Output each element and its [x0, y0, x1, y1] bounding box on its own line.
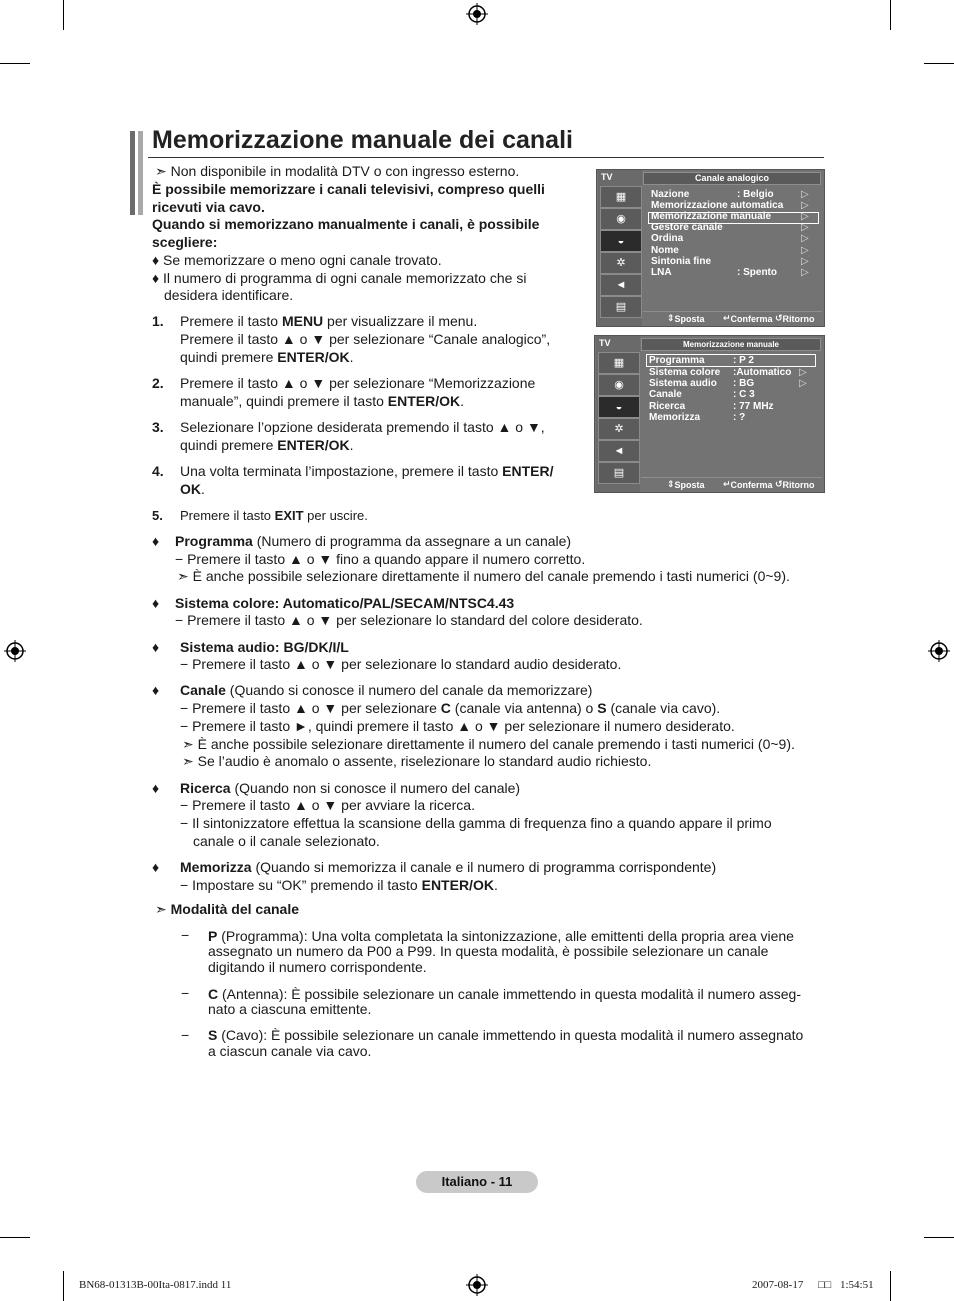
tv-menu-footer — [641, 477, 822, 490]
menu-item-sound-system[interactable]: Sistema audio : BG ▷ — [649, 378, 807, 389]
intro-bullet: ♦ Il numero di programma di ogni canale memorizzato che si — [152, 270, 527, 286]
option-note: ➣ È anche possibile selezionare direttamente il numero del canale premendo i tasti numerici (0~9). — [177, 568, 790, 584]
tv-menu-screen-manual — [594, 335, 825, 493]
step-number: 4. — [152, 463, 164, 479]
menu-item-auto-store[interactable]: Memorizzazione automatica ▷ — [651, 200, 809, 211]
intro-text: ricevuti via cavo. — [152, 199, 265, 215]
option-bullet: ♦ — [152, 780, 160, 796]
title-accent-bar — [138, 131, 143, 215]
registration-mark-icon — [4, 640, 26, 662]
step-text: Premere il tasto ▲ o ▼ per selezionare “Canale analogico”, — [180, 331, 551, 347]
option-detail: canale o il canale selezionato. — [193, 833, 380, 849]
mode-p-text: assegnato un numero da P00 a P99. In questa modalità, è possibile selezionare un canale — [208, 943, 769, 959]
mode-p-text: digitando il numero corrispondente. — [208, 959, 427, 975]
crop-mark — [63, 0, 64, 30]
step-text: Premere il tasto EXIT per uscire. — [180, 508, 368, 523]
setup-icon: ✲ — [600, 252, 642, 274]
mode-c-text: nato a ciascuna emittente. — [208, 1001, 372, 1017]
registration-mark-icon — [466, 3, 488, 25]
bullet-icon: ♦ — [152, 252, 160, 268]
mode-c-text: C (Antenna): È possibile selezionare un canale immettendo in questa modalità il numero asseg- — [208, 986, 802, 1002]
step-number: 1. — [152, 313, 164, 329]
step-text: Premere il tasto MENU per visualizzare il menu. — [180, 313, 478, 329]
mode-dash: − — [181, 985, 190, 1001]
mode-dash: − — [181, 927, 190, 943]
step-number: 3. — [152, 419, 164, 435]
menu-item-store[interactable]: Memorizza : ? — [649, 412, 746, 423]
note-icon: ➣ — [155, 163, 167, 179]
mode-dash: − — [181, 1027, 190, 1043]
return-hint: ↺ Ritorno — [775, 479, 815, 490]
menu-item-lna[interactable]: LNA : Spento ▷ — [651, 267, 809, 278]
option-detail: − Il sintonizzatore effettua la scansione della gamma di frequenza fino a quando appare il primo — [180, 815, 772, 831]
step-number: 2. — [152, 375, 164, 391]
option-bullet: ♦ — [152, 682, 160, 698]
crop-mark — [924, 1237, 954, 1238]
sound-icon: ◉ — [598, 374, 640, 396]
crop-mark — [0, 1237, 30, 1238]
menu-item-sort[interactable]: Ordina ▷ — [651, 233, 809, 244]
page-title: Memorizzazione manuale dei canali — [152, 126, 573, 154]
option-note: ➣ Se l’audio è anomalo o assente, riselezionare lo standard audio richiesto. — [182, 753, 652, 769]
setup-icon: ✲ — [598, 418, 640, 440]
tv-menu-header: Canale analogico — [643, 172, 821, 185]
menu-item-manual-store[interactable]: Memorizzazione manuale ▷ — [651, 211, 809, 222]
application-icon: ▤ — [600, 296, 642, 318]
step-text: OK. — [180, 481, 205, 497]
slug-date: 2007-08-17 — [752, 1279, 804, 1291]
move-hint: ⇕ Sposta — [667, 479, 705, 490]
crop-mark — [924, 63, 954, 64]
step-text: Selezionare l’opzione desiderata premendo il tasto ▲ o ▼, — [180, 419, 545, 435]
option-sound-system: Sistema audio: BG/DK/I/L — [180, 639, 349, 655]
option-detail: − Premere il tasto ▲ o ▼ per selezionare lo standard del colore desiderato. — [175, 612, 643, 628]
option-memorizza: Memorizza (Quando si memorizza il canale e il numero di programma corrispondente) — [180, 859, 717, 875]
input-icon: ◄ — [600, 274, 642, 296]
registration-mark-icon — [928, 640, 950, 662]
option-canale: Canale (Quando si conosce il numero del canale da memorizzare) — [180, 682, 593, 698]
mode-s-text: S (Cavo): È possibile selezionare un canale immettendo in questa modalità il numero assegnato — [208, 1027, 804, 1043]
registration-mark-icon — [466, 1274, 488, 1296]
tv-menu-footer — [643, 311, 822, 324]
slug-marks: □□ — [818, 1279, 832, 1291]
mode-p-text: P (Programma): Una volta completata la sintonizzazione, alle emittenti della propria area viene — [208, 928, 794, 944]
intro-text: Quando si memorizzano manualmente i canali, è possibile — [152, 216, 540, 232]
menu-item-channel[interactable]: Canale : C 3 — [649, 389, 755, 400]
tv-menu-screen-analog — [596, 169, 825, 327]
step-text: manuale”, quindi premere il tasto ENTER/OK. — [180, 393, 465, 409]
sound-icon: ◉ — [600, 208, 642, 230]
menu-item-color-system[interactable]: Sistema colore :Automatico ▷ — [649, 367, 807, 378]
title-underline — [148, 157, 824, 158]
step-text: Una volta terminata l’impostazione, premere il tasto ENTER/ — [180, 463, 554, 479]
note-icon: ➣ — [155, 901, 167, 917]
tv-label: TV — [601, 172, 613, 182]
application-icon: ▤ — [598, 462, 640, 484]
intro-bullet-cont: desidera identificare. — [164, 287, 294, 303]
step-text: quindi premere ENTER/OK. — [180, 437, 354, 453]
intro-note: ➣ Non disponibile in modalità DTV o con ingresso esterno. — [155, 163, 520, 179]
crop-mark — [63, 1271, 64, 1301]
modes-heading: ➣ Modalità del canale — [155, 901, 299, 917]
option-detail: − Impostare su “OK” premendo il tasto ENTER/OK. — [180, 877, 498, 893]
option-detail: − Premere il tasto ▲ o ▼ per selezionare C (canale via antenna) o S (canale via cavo). — [180, 700, 721, 716]
option-ricerca: Ricerca (Quando non si conosce il numero del canale) — [180, 780, 521, 796]
option-programma: Programma (Numero di programma da assegnare a un canale) — [175, 533, 572, 549]
tv-label: TV — [599, 338, 611, 348]
page-number: Italiano - 11 — [416, 1171, 538, 1193]
option-bullet: ♦ — [152, 595, 160, 611]
option-detail: − Premere il tasto ▲ o ▼ per avviare la ricerca. — [180, 797, 475, 813]
note-icon: ➣ — [182, 753, 194, 769]
picture-icon: ▦ — [598, 352, 640, 374]
title-accent-bar — [130, 131, 135, 215]
input-icon: ◄ — [598, 440, 640, 462]
enter-hint: ↵ Conferma — [723, 313, 773, 324]
channel-icon: ◒ — [600, 230, 642, 252]
slug-time: 1:54:51 — [840, 1279, 874, 1291]
option-bullet: ♦ — [152, 639, 160, 655]
intro-text: È possibile memorizzare i canali televisivi, compreso quelli — [152, 181, 545, 197]
option-detail: − Premere il tasto ►, quindi premere il tasto ▲ o ▼ per selezionare il numero desiderato. — [180, 718, 735, 734]
slug-file: BN68-01313B-00Ita-0817.indd 11 — [79, 1279, 232, 1291]
menu-item-name[interactable]: Nome ▷ — [651, 245, 809, 256]
mode-s-text: a ciascun canale via cavo. — [208, 1043, 372, 1059]
step-text: quindi premere ENTER/OK. — [180, 349, 354, 365]
step-number: 5. — [152, 508, 163, 523]
bullet-icon: ♦ — [152, 270, 160, 286]
step-text: Premere il tasto ▲ o ▼ per selezionare “Memorizzazione — [180, 375, 536, 391]
crop-mark — [890, 1271, 891, 1301]
option-note: ➣ È anche possibile selezionare direttamente il numero del canale premendo i tasti numerici (0~9). — [182, 736, 795, 752]
enter-hint: ↵ Conferma — [723, 479, 773, 490]
crop-mark — [0, 63, 30, 64]
option-bullet: ♦ — [152, 533, 160, 549]
crop-mark — [890, 0, 891, 30]
note-icon: ➣ — [182, 736, 194, 752]
menu-item-fine-tune[interactable]: Sintonia fine ▷ — [651, 256, 809, 267]
option-detail: − Premere il tasto ▲ o ▼ fino a quando appare il numero corretto. — [175, 551, 586, 567]
channel-icon: ◒ — [598, 396, 640, 418]
menu-item-program[interactable]: Programma : P 2 — [649, 355, 754, 366]
option-bullet: ♦ — [152, 859, 160, 875]
move-hint: ⇕ Sposta — [667, 313, 705, 324]
tv-menu-header: Memorizzazione manuale — [641, 338, 821, 351]
option-color-system: Sistema colore: Automatico/PAL/SECAM/NTSC4.43 — [175, 595, 515, 611]
menu-item-search[interactable]: Ricerca : 77 MHz — [649, 401, 774, 412]
return-hint: ↺ Ritorno — [775, 313, 815, 324]
note-icon: ➣ — [177, 568, 189, 584]
picture-icon: ▦ — [600, 186, 642, 208]
menu-item-channel-manager[interactable]: Gestore canale ▷ — [651, 222, 809, 233]
intro-text: scegliere: — [152, 234, 218, 250]
menu-item-nazione[interactable]: Nazione : Belgio ▷ — [651, 189, 809, 200]
intro-bullet: ♦ Se memorizzare o meno ogni canale trovato. — [152, 252, 442, 268]
option-detail: − Premere il tasto ▲ o ▼ per selezionare lo standard audio desiderato. — [180, 656, 622, 672]
